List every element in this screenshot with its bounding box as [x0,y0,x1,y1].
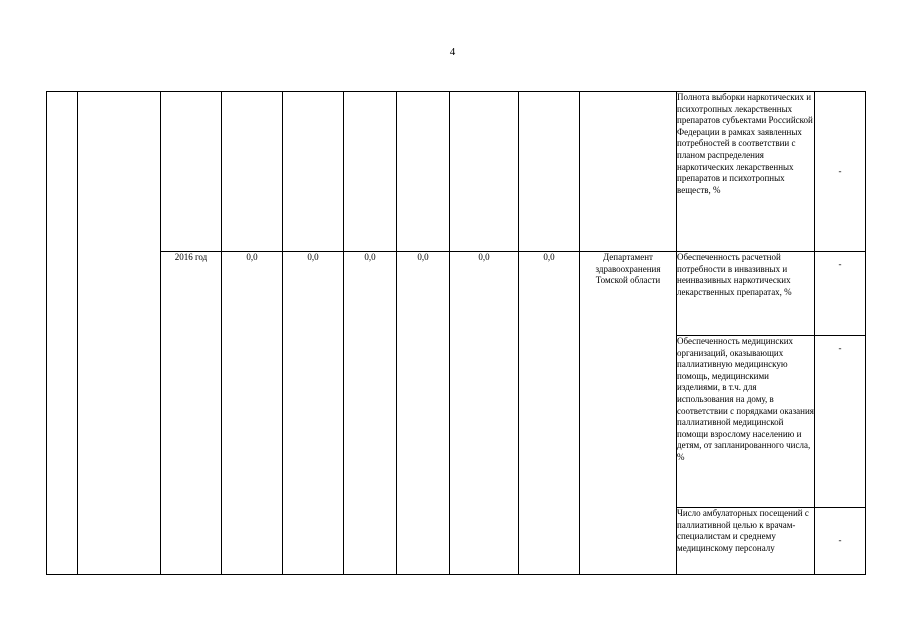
empty-cell [344,92,397,252]
funding-value: 0,0 [397,252,450,575]
indicator-name: Обеспеченность медицинских организаций, оказывающих паллиативную медицинскую помощь, медицинскими изделиями, в т.ч. для использования на дому, в соответствии с порядками оказания паллиативной медицинской помощи взрослому населению и детям, от запланированного числа, % [677,336,815,508]
program-table [46,91,866,575]
year-cell: 2016 год [161,252,222,575]
empty-cell [450,92,519,252]
task-cell [78,92,161,575]
indicator-name: Обеспеченность расчетной потребности в инвазивных и неинвазивных наркотических лекарственных препаратах, % [677,252,815,336]
indicator-value: - [815,92,866,252]
indicator-name: Число амбулаторных посещений с паллиативной целью к врачам-специалистам и среднему медицинскому персоналу [677,508,815,575]
empty-cell [161,92,222,252]
indicator-value: - [815,508,866,575]
number-cell [47,92,78,575]
funding-value: 0,0 [283,252,344,575]
funding-value: 0,0 [519,252,580,575]
table-row [47,92,866,252]
funding-value: 0,0 [344,252,397,575]
empty-cell [519,92,580,252]
table-row [47,252,866,336]
funding-value: 0,0 [222,252,283,575]
empty-cell [283,92,344,252]
empty-cell [222,92,283,252]
indicator-name: Полнота выборки наркотических и психотропных лекарственных препаратов субъектами Российской Федерации в рамках заявленных потребностей в соответствии с планом распределения наркотических лекарственных препаратов и психотропных веществ, % [677,92,815,252]
funding-value: 0,0 [450,252,519,575]
indicator-value: - [815,252,866,336]
responsible-executor: Департамент здравоохранения Томской области [580,252,677,575]
empty-cell [580,92,677,252]
page-number: 4 [449,46,456,58]
empty-cell [397,92,450,252]
indicator-value: - [815,336,866,508]
